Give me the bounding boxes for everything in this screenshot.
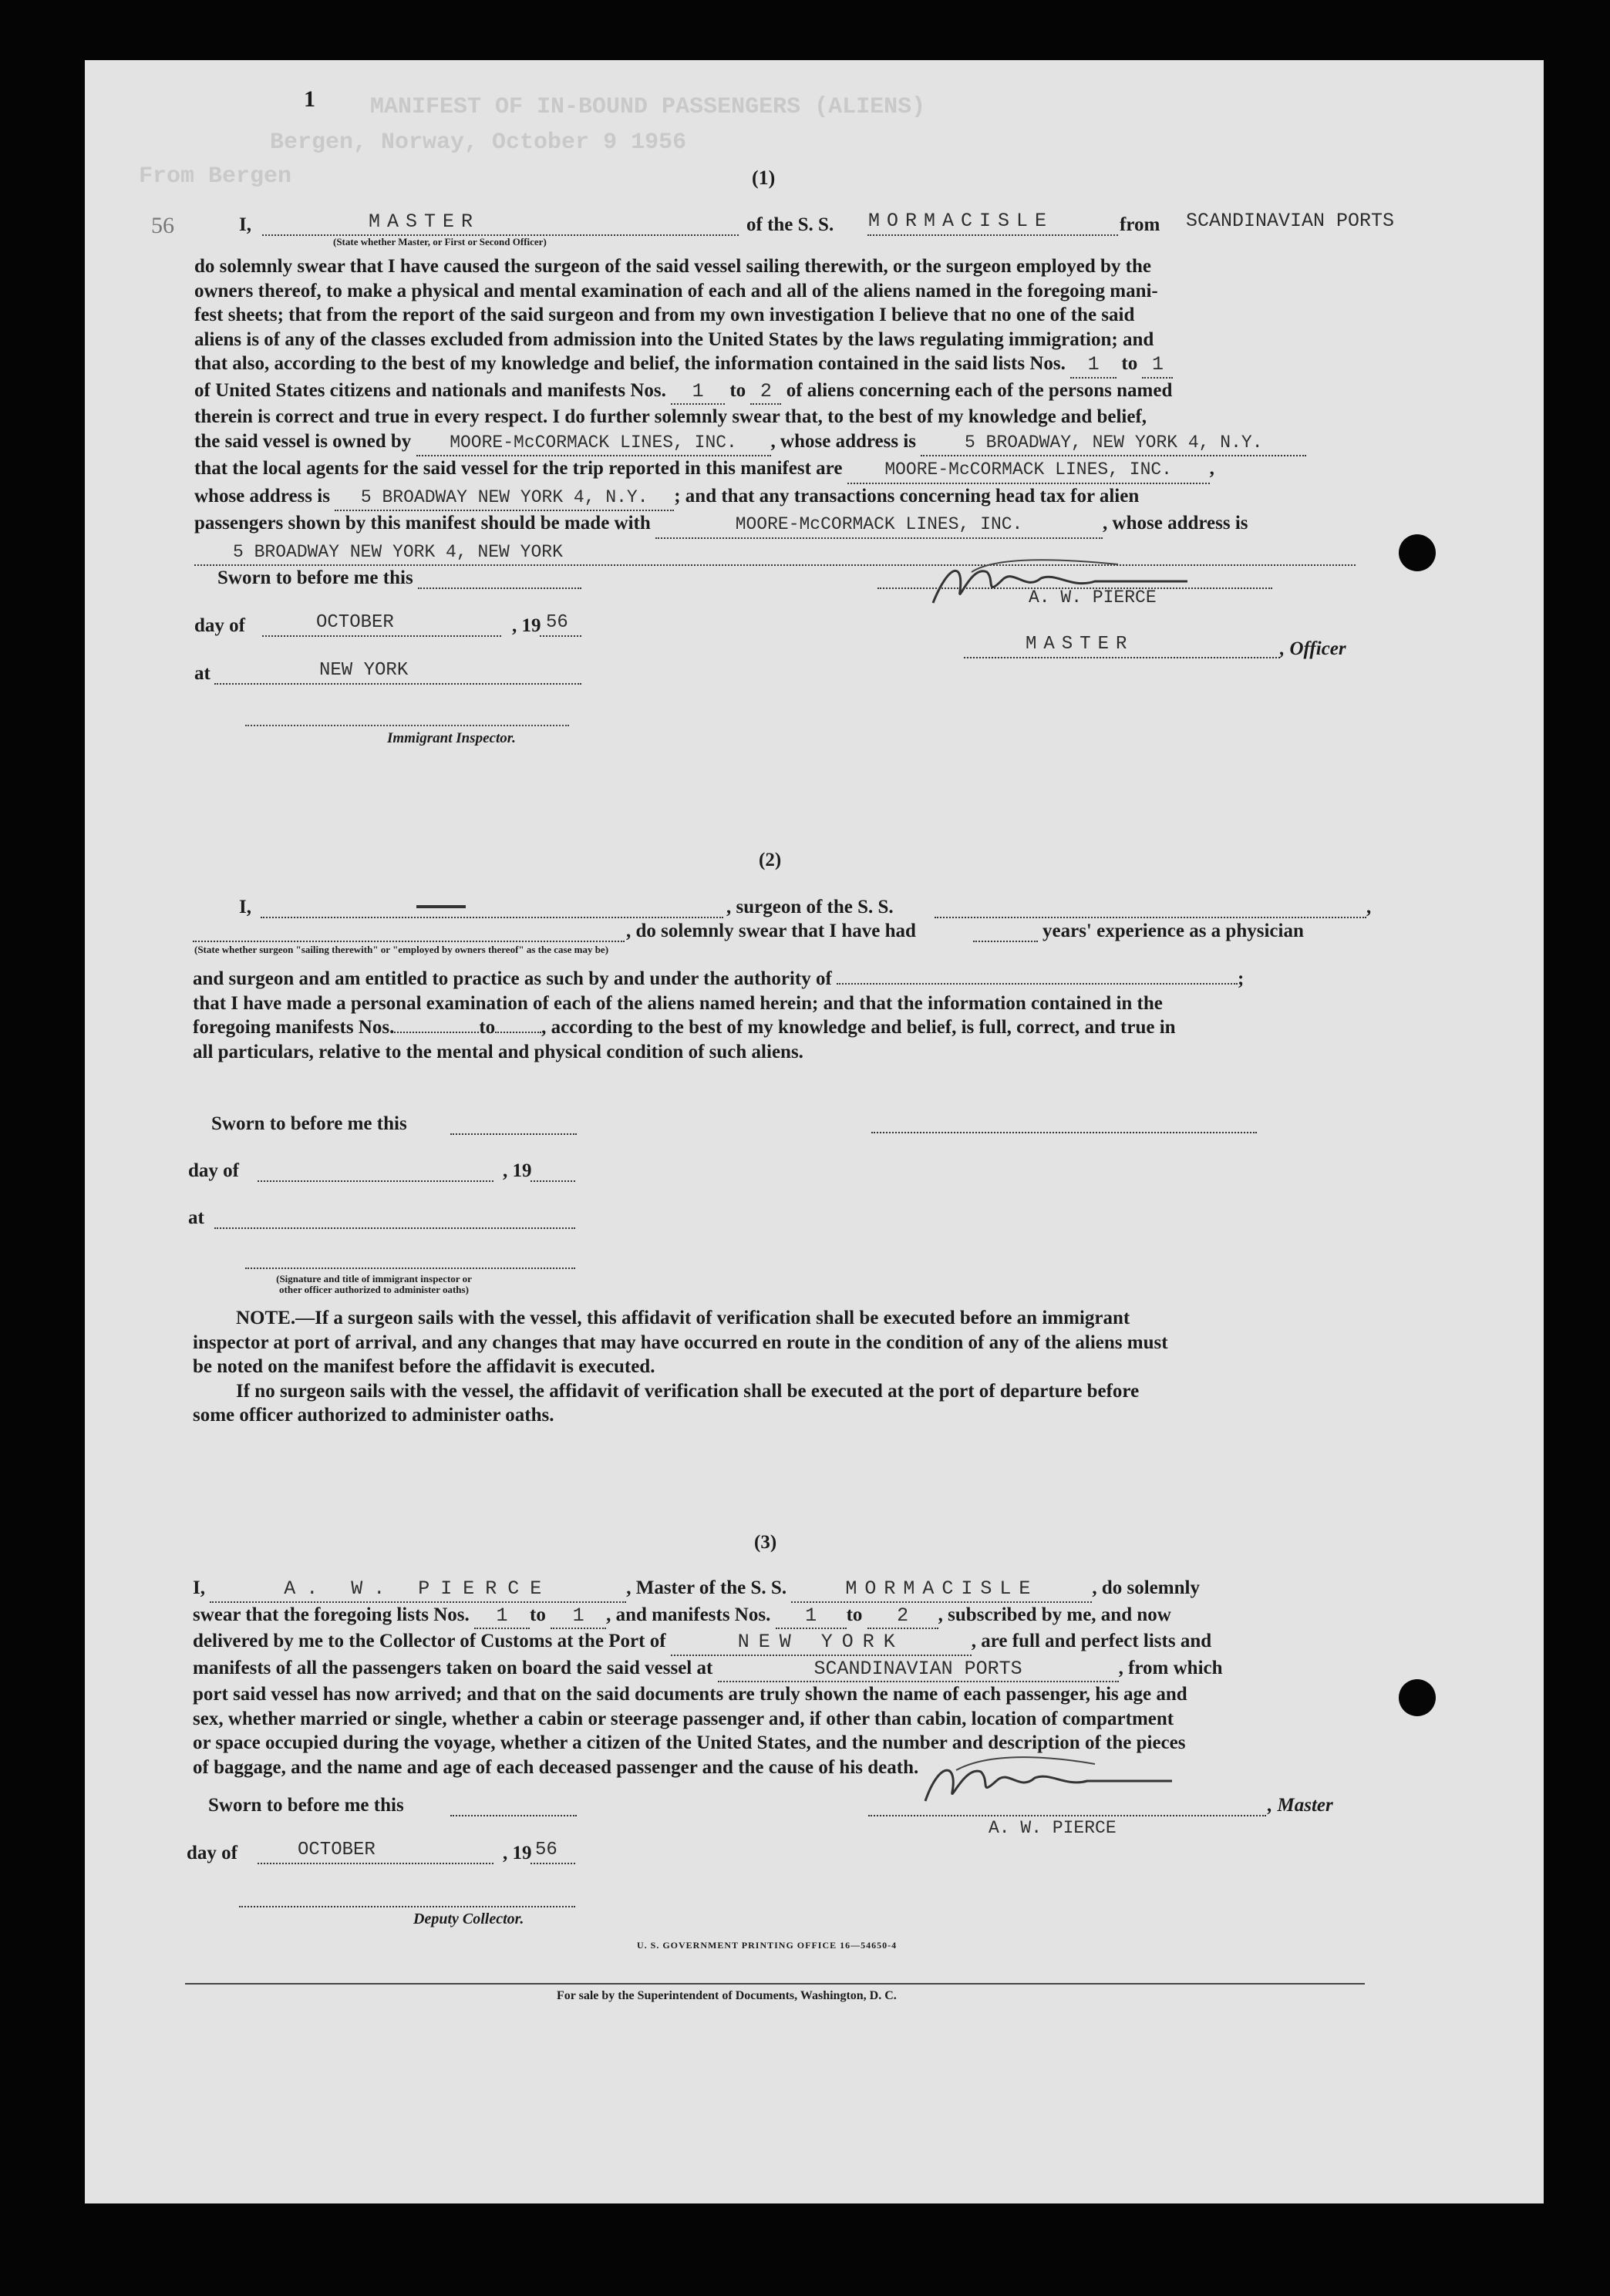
section-2-oath-paragraph — [193, 967, 1354, 1064]
footer-rule — [185, 1983, 1365, 1985]
sworn-line — [450, 1815, 577, 1816]
note-line: If no surgeon sails with the vessel, the affidavit of verification shall be executed at the port of departure before — [236, 1380, 1140, 1402]
oath-line: of United States citizens and nationals and manifests Nos. 1 to 2 of aliens concerning each of the persons named — [194, 379, 1356, 406]
note-line: NOTE.—If a surgeon sails with the vessel, this affidavit of verification shall be executed before an immigrant — [236, 1308, 1130, 1328]
date-line — [258, 1180, 493, 1182]
manifests-to-value: 2 — [867, 1604, 938, 1630]
collector-caption: Deputy Collector. — [413, 1911, 524, 1927]
place-value: NEW YORK — [319, 660, 409, 681]
headtax-address-value: 5 BROADWAY NEW YORK 4, NEW YORK — [194, 540, 1356, 567]
section-1-number: (1) — [752, 167, 776, 189]
section-1-oath-paragraph — [194, 254, 1356, 566]
section-2-number: (2) — [759, 850, 782, 870]
dash-mark — [416, 905, 466, 908]
agents-value: MOORE-McCORMACK LINES, INC. — [847, 458, 1210, 484]
lists-to-value: 1 — [1142, 352, 1173, 379]
signature-line — [868, 1815, 1266, 1816]
bleed-through-text: Bergen, Norway, October 9 1956 — [270, 130, 687, 156]
of-ss-label: of the S. S. — [746, 214, 834, 235]
owner-value: MOORE-McCORMACK LINES, INC. — [416, 431, 771, 457]
at-label: at — [194, 663, 211, 684]
oath-line: all particulars, relative to the mental and physical condition of such aliens. — [193, 1041, 803, 1062]
year-line — [530, 1180, 575, 1182]
oath-line: I, A. W. PIERCE , Master of the S. S. MORMACISLE , do solemnly — [193, 1576, 1354, 1603]
day-of-label: day of — [194, 615, 245, 636]
note-line: be noted on the manifest before the affidavit is executed. — [193, 1356, 655, 1377]
page-mark: 1 — [304, 86, 315, 112]
sworn-label: Sworn to before me this — [217, 567, 413, 588]
at-line — [214, 1227, 575, 1229]
authority-line — [837, 983, 1238, 985]
sworn-line — [450, 1133, 577, 1135]
port-from-value: SCANDINAVIAN PORTS — [1186, 210, 1395, 232]
oath-line: port said vessel has now arrived; and that on the said documents are truly shown the name of each passenger, his age and — [193, 1684, 1187, 1705]
port-from-value: SCANDINAVIAN PORTS — [718, 1657, 1119, 1683]
officer-rank-value: MASTER — [1026, 634, 1134, 655]
oath-line: swear that the foregoing lists Nos. 1 to 1 , and manifests Nos. 1 to 2 , subscribed by me, and now — [193, 1603, 1354, 1630]
oath-line: do solemnly swear that I have caused the surgeon of the said vessel sailing therewith, or the surgeon employed by the — [194, 256, 1151, 277]
oath-line: that the local agents for the said vessel for the trip reported in this manifest are MOORE-McCORMACK LINES, INC. , — [194, 456, 1356, 484]
officer-line — [964, 657, 1280, 658]
vessel-line — [935, 917, 1366, 918]
date-line — [258, 1863, 493, 1864]
lists-from-value: 1 — [1070, 352, 1117, 379]
year-line — [530, 1863, 575, 1864]
oath-line: or space occupied during the voyage, whether a citizen of the United States, and the number and description of the pieces — [193, 1732, 1186, 1753]
oath-line: therein is correct and true in every respect. I do further solemnly swear that, to the best of my knowledge and belief, — [194, 406, 1147, 427]
rank-caption: (State whether Master, or First or Second Officer) — [333, 236, 547, 247]
inspector-caption: Immigrant Inspector. — [387, 730, 516, 746]
oath-line: delivered by me to the Collector of Customs at the Port of NEW YORK , are full and perfect lists and — [193, 1629, 1354, 1656]
manifest-from-line — [394, 1032, 479, 1033]
swear-label: , do solemnly swear that I have had — [626, 921, 916, 941]
sworn-label: Sworn to before me this — [208, 1795, 404, 1816]
from-label: from — [1120, 214, 1160, 235]
sworn-label: Sworn to before me this — [211, 1113, 407, 1134]
surgeon-caption: (State whether surgeon "sailing therewith" or "employed by owners thereof" as the case may be) — [194, 944, 609, 955]
surgeon-line — [261, 917, 723, 918]
bleed-through-text: MANIFEST OF IN-BOUND PASSENGERS (ALIENS) — [370, 94, 926, 120]
binder-hole — [1399, 1679, 1436, 1716]
comma: , — [1366, 897, 1372, 917]
master-name-value: A. W. PIERCE — [210, 1577, 626, 1603]
port-value: NEW YORK — [671, 1630, 972, 1656]
day-of-label: day of — [188, 1160, 239, 1181]
oath-line: the said vessel is owned by MOORE-McCORMACK LINES, INC. , whose address is 5 BROADWAY, NEW YORK 4, N.Y. — [194, 429, 1356, 457]
officer-label: , Officer — [1280, 638, 1346, 659]
for-sale-text: For sale by the Superintendent of Documents, Washington, D. C. — [557, 1989, 897, 2002]
lists-from-value: 1 — [474, 1604, 530, 1630]
oath-line: owners thereof, to make a physical and mental examination of each and all of the aliens named in the foregoing mani- — [194, 280, 1158, 301]
collector-line — [239, 1906, 575, 1907]
headtax-agent-value: MOORE-McCORMACK LINES, INC. — [655, 513, 1103, 539]
sworn-line — [418, 587, 581, 589]
year-line — [540, 635, 581, 637]
lists-to-value: 1 — [551, 1604, 606, 1630]
master-name-value: A. W. PIERCE — [1029, 587, 1157, 608]
note-paragraph — [193, 1306, 1354, 1428]
at-line — [214, 683, 581, 685]
manifests-from-value: 1 — [776, 1604, 847, 1630]
manifest-to-line — [495, 1032, 541, 1033]
years-line — [973, 941, 1038, 942]
experience-label: years' experience as a physician — [1042, 921, 1304, 941]
year-prefix: , 19 — [503, 1160, 532, 1181]
oath-line: that I have made a personal examination of each of the aliens named herein; and that the information contained in the — [193, 992, 1163, 1014]
year-value: 56 — [546, 612, 568, 633]
oath-line: foregoing manifests Nos. to , according to the best of my knowledge and belief, is full, correct, and true in — [193, 1017, 1176, 1038]
printing-office-text: U. S. GOVERNMENT PRINTING OFFICE 16—54650-4 — [637, 1940, 898, 1951]
master-rank-value: MASTER — [369, 210, 480, 233]
section-3-number: (3) — [754, 1532, 777, 1553]
agents-address-value: 5 BROADWAY NEW YORK 4, N.Y. — [335, 486, 674, 512]
section-1-pronoun: I, — [239, 214, 251, 235]
oath-line: of baggage, and the name and age of each deceased passenger and the cause of his death. — [193, 1756, 919, 1778]
vessel-name-value: MORMACISLE — [868, 210, 1054, 232]
year-prefix: , 19 — [503, 1843, 532, 1863]
at-label: at — [188, 1207, 204, 1228]
oath-line: sex, whether married or single, whether a cabin or steerage passenger and, if other than cabin, location of compartment — [193, 1708, 1174, 1729]
oath-line: whose address is 5 BROADWAY NEW YORK 4, N.Y. ; and that any transactions concerning head tax for alien — [194, 484, 1356, 512]
signature-line — [871, 1132, 1257, 1133]
official-caption: (Signature and title of immigrant inspector or other officer authorized to administer oaths) — [276, 1273, 472, 1295]
signature-image — [910, 1747, 1187, 1812]
day-of-label: day of — [187, 1843, 237, 1863]
section-2-pronoun: I, — [239, 897, 251, 917]
oath-line: passengers shown by this manifest should be made with MOORE-McCORMACK LINES, INC. , whose address is — [194, 511, 1356, 539]
note-line: some officer authorized to administer oaths. — [193, 1405, 554, 1426]
year-value: 56 — [535, 1840, 557, 1860]
note-line: inspector at port of arrival, and any changes that may have occurred en route in the condition of any of the aliens must — [193, 1331, 1168, 1353]
binder-hole — [1399, 534, 1436, 571]
oath-line: and surgeon and am entitled to practice as such by and under the authority of ; — [193, 968, 1245, 989]
oath-line: aliens is of any of the classes excluded from admission into the United States by the laws regulating immigration; and — [194, 328, 1154, 350]
oath-line: that also, according to the best of my knowledge and belief, the information contained in the said lists Nos. 1 to 1 — [194, 352, 1356, 379]
bleed-through-text: From Bergen — [139, 163, 292, 190]
vessel-name-value: MORMACISLE — [791, 1577, 1092, 1603]
vessel-line — [867, 234, 1118, 236]
manifests-from-value: 1 — [671, 379, 725, 406]
oath-line: fest sheets; that from the report of the said surgeon and from my own investigation I believe that no one of the said — [194, 305, 1135, 325]
official-line — [245, 1268, 575, 1269]
oath-line: manifests of all the passengers taken on board the said vessel at SCANDINAVIAN PORTS , from which — [193, 1656, 1354, 1683]
date-line — [262, 635, 501, 637]
manifests-to-value: 2 — [750, 379, 781, 406]
status-line — [193, 941, 625, 942]
month-value: OCTOBER — [316, 612, 394, 633]
signer-name-value: A. W. PIERCE — [989, 1818, 1117, 1838]
owner-address-value: 5 BROADWAY, NEW YORK 4, N.Y. — [921, 431, 1306, 457]
month-value: OCTOBER — [298, 1840, 376, 1860]
master-signature-label: , Master — [1268, 1795, 1333, 1816]
inspector-line — [245, 725, 569, 726]
surgeon-of-label: , surgeon of the S. S. — [726, 897, 894, 917]
margin-mark: 56 — [151, 213, 174, 238]
year-prefix: , 19 — [512, 615, 541, 636]
